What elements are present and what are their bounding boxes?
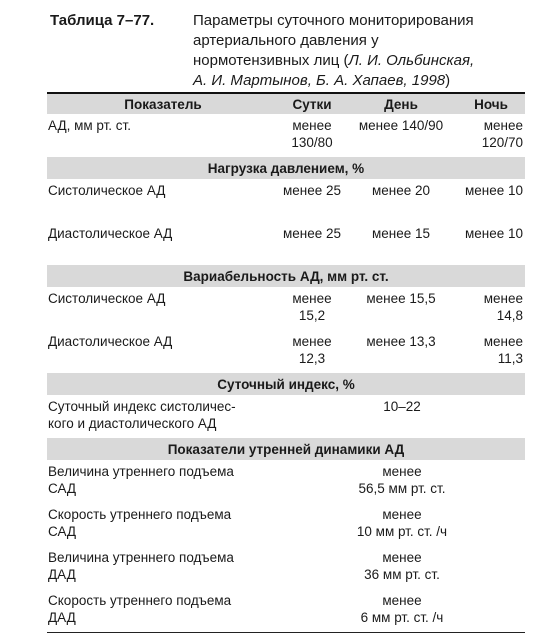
cell-day: менее 15 [371,226,431,241]
table-row [47,222,525,265]
row-label-line-2: САД [48,524,77,539]
value-line-2: 36 мм рт. ст. [364,567,440,582]
row-label-line-1: Величина утреннего подъема [48,550,234,565]
cell-day: менее 13,3 [366,334,436,349]
title-authors-2: А. И. Мартынов, Б. А. Хапаев, 1998 [193,72,446,89]
row-label: Диастолическое АД [48,334,173,349]
cell-value: 10–22 [383,399,421,414]
section-title: Показатели утренней динамики АД [47,438,525,460]
title-authors-1: Л. И. Ольбинская, [348,52,475,69]
cell-night: менее 10 [464,183,523,198]
row-label-line-2: САД [48,481,77,496]
cell-day: менее 140/90 [358,118,444,133]
cell-24h: менее 25 [282,183,342,198]
cell-value [279,460,525,503]
row-label [47,395,279,438]
cell-24h: менее 15,2 [292,291,332,323]
section-title: Вариабельность АД, мм рт. ст. [47,265,525,287]
row-label-line-1: Скорость утреннего подъема [48,593,232,608]
header-24h: Сутки [279,93,345,114]
table-row [47,546,525,589]
value-line-2: 10 мм рт. ст. /ч [356,524,448,539]
cell-night: менее 10 [464,226,523,241]
title-close-paren: ) [445,72,451,89]
cell-value [279,589,525,633]
table-row [47,179,525,222]
cell-24h: менее 130/80 [291,118,333,150]
cell-night: менее 11,3 [483,334,523,366]
header-row [47,93,525,114]
table-row [47,503,525,546]
value-line-1: менее [382,464,422,479]
table-row [47,114,525,157]
title-line-3: нормотензивных лиц ( [193,52,349,69]
table-row [47,395,525,438]
bp-monitoring-table [47,92,525,633]
cell-24h: менее 25 [282,226,342,241]
table-number: Таблица 7–77. [50,12,155,29]
row-label-line-2: ДАД [48,567,76,582]
row-label [47,460,279,503]
title-line-2: артериального давления у [193,32,379,49]
value-line-1: менее [382,593,422,608]
section-row-load [47,157,525,179]
cell-24h: менее 12,3 [292,334,332,366]
cell-night: менее 120/70 [481,118,523,150]
row-label [47,503,279,546]
cell-value [279,546,525,589]
cell-night: менее 14,8 [483,291,523,323]
table-row [47,287,525,330]
value-line-2: 56,5 мм рт. ст. [358,481,446,496]
row-label: Диастолическое АД [48,226,173,241]
header-indicator: Показатель [47,93,279,114]
row-label: Систолическое АД [48,291,166,306]
row-label-line-1: Скорость утреннего подъема [48,507,232,522]
row-label-line-1: Величина утреннего подъема [48,464,234,479]
cell-day: менее 15,5 [366,291,436,306]
section-row-variability [47,265,525,287]
row-label: Систолическое АД [48,183,166,198]
table-row [47,589,525,633]
header-night: Ночь [457,93,525,114]
table-row [47,460,525,503]
row-label [47,546,279,589]
row-label-line-2: ДАД [48,610,76,625]
value-line-1: менее [382,550,422,565]
row-label-line-2: кого и диастолического АД [48,416,217,431]
section-row-morning [47,438,525,460]
section-title: Суточный индекс, % [47,373,525,395]
value-line-2: 6 мм рт. ст. /ч [360,610,444,625]
section-row-index [47,373,525,395]
row-label: АД, мм рт. ст. [48,118,131,133]
row-label [47,589,279,633]
row-label-line-1: Суточный индекс систоличес- [48,399,236,414]
section-title: Нагрузка давлением, % [47,157,525,179]
value-line-1: менее [382,507,422,522]
title-line-1: Параметры суточного мониторирования [193,12,474,29]
header-day: День [345,93,457,114]
cell-value [279,503,525,546]
table-row [47,330,525,373]
cell-day: менее 20 [371,183,431,198]
table-title [193,11,533,91]
